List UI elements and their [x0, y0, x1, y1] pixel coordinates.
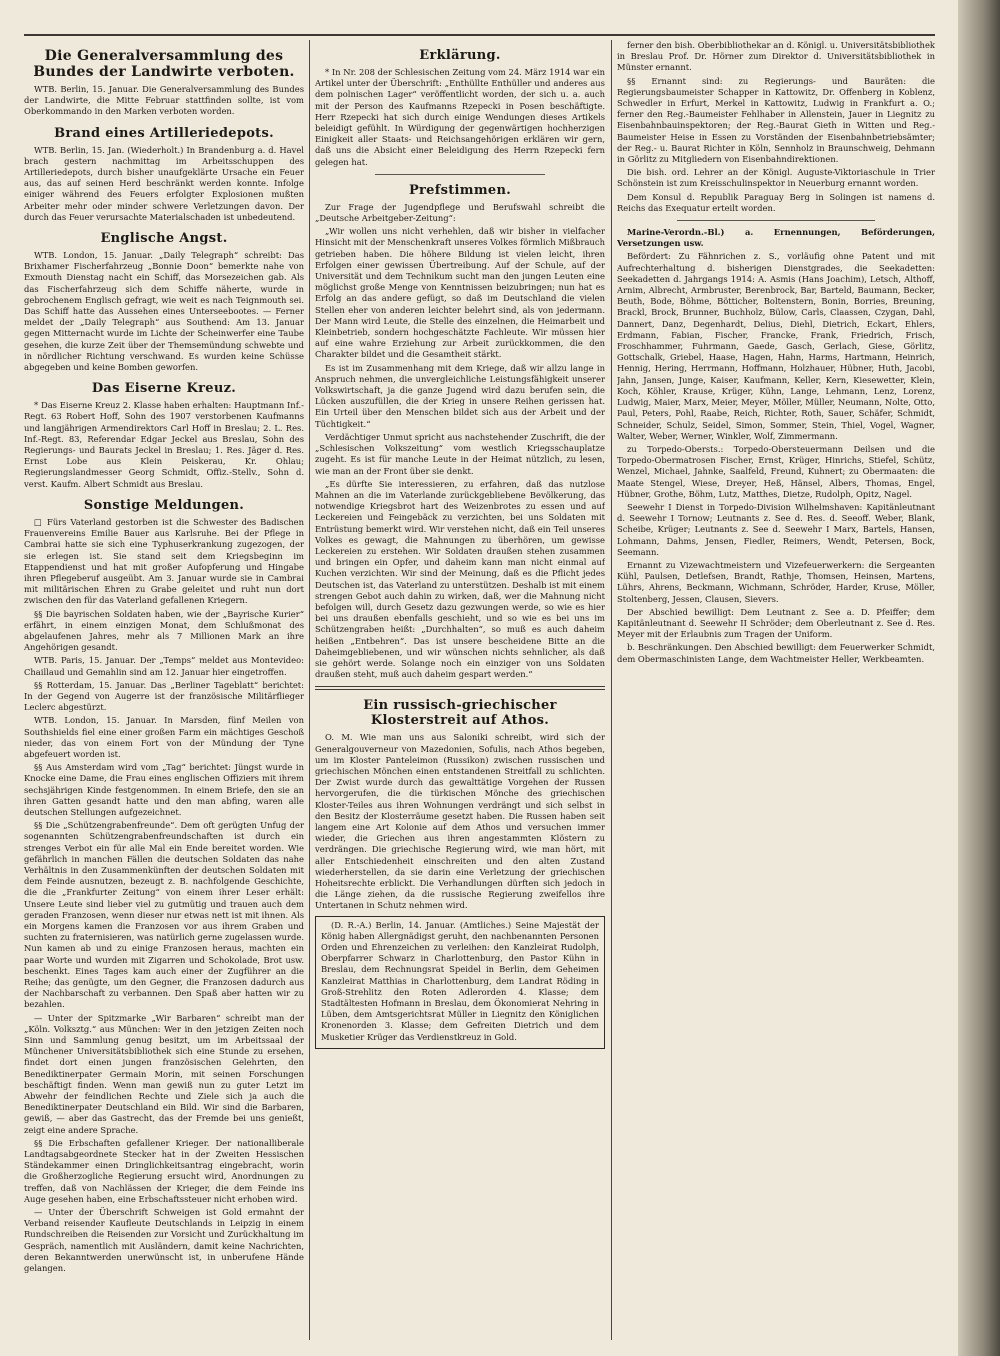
column-rule-2	[611, 40, 612, 1340]
article-paragraph: §§ Aus Amsterdam wird vom „Tag“ berichtet: Jüngst wurde in Knocke eine Dame, die Frau eines englischen Offiziers mit ihrem sechsjährigen Kinde festgenommen. In einem Briefe, den sie an ihren Gatten gesandt hatte und den man abfing, waren alle deutschen Stellungen aufgezeichnet.	[24, 762, 304, 817]
article-paragraph: WTB. Berlin, 15. Jan. (Wiederholt.) In Brandenburg a. d. Havel brach gestern nachmittag im Arbeitsschuppen des Artilleriedepots, durch bisher unaufgeklärte Ursache ein Feuer aus, das auf seinen Herd beschränkt werden konnte. Infolge einiger während des Feuers erfolgter Explosionen mußten Arbeiter mehr oder minder schwere Verletzungen davon. Der durch das Feuer verursachte Materialschaden ist unbedeutend.	[24, 144, 304, 222]
column-3	[617, 40, 935, 1340]
headline-eiserne-kreuz: Das Eiserne Kreuz.	[91, 381, 237, 397]
headline-pressstimmen: Prefstimmen.	[408, 182, 512, 198]
article-paragraph: WTB. Paris, 15. Januar. Der „Temps“ meldet aus Montevideo: Chaillaud und Gemahlin sind am 12. Januar hier eingetroffen.	[24, 655, 304, 677]
article-paragraph: „Es dürfte Sie interessieren, zu erfahren, daß das nutzlose Mahnen an die im Vaterlande zurückgebliebene Bevölkerung, das notwendige Kriegsbrot hart des Weizenbrotes zu essen und auf Leckereien und Feingebäck zu verzichten, bei uns Soldaten mit Entrüstung bemerkt wird. Wir verstehen nicht, daß ein Teil unseres Volkes es gewagt, die Mahnungen zu überhören, um gewisse Leckereien zu erstehen. Wir Soldaten draußen stehen zusammen und bringen ein Opfer, und daheim kann man nicht einmal auf Kuchen verzichten. Wir sind der Meinung, daß es die Pflicht jedes Deutschen ist, das Vaterland zu unterstützen. Deshalb ist mit einem strengen Gebot auch dahin zu wirken, daß, wer die Mahnung nicht befolgen will, durch Gesetz dazu gezwungen werde, so wie es hier bei uns draußen ebenfalls geschieht, und so wie es bei uns im Schützengraben heißt: „Durchhalten“, so muß es auch daheim heißen „Entbehren“. Das ist unsere bescheidene Bitte an die Daheimgebliebenen, und wir wünschen nichts sehnlicher, als daß sie gehört werde. Solange noch ein einziger von uns Soldaten draußen steht, muß auch daheim gespart werden.“	[315, 478, 605, 680]
article-paragraph: Ernannt zu Vizewachtmeistern und Vizefeuerwerkern: die Sergeanten Kühl, Paulsen, Detlefsen, Brandt, Rathje, Thomsen, Heinsen, Martens, Lührs, Ahrens, Beckmann, Wichmann, Schröder, Harder, Kruse, Möller, Stoltenberg, Jessen, Clausen, Sievers.	[617, 559, 935, 604]
article-paragraph: □ Fürs Vaterland gestorben ist die Schwester des Badischen Frauenvereins Emilie Bauer aus Karlsruhe. Bei der Pflege in Cambrai hatte sie sich eine Typhuserkrankung zugezogen, der sie erlegen ist. Sie stand seit dem Kriegsbeginn im Etappendienst und hat mit großer Aufopferung und Hingabe ihren Pflegeberuf ausgeübt. Am 3. Januar wurde sie in Cambrai mit militärischen Ehren zu Grabe geleitet und ruht nun dort zwischen den für das Vaterland gefallenen Kriegern.	[24, 516, 304, 606]
marine-heading: Marine-Verordn.-Bl.) a. Ernennungen, Beförderungen, Versetzungen usw.	[617, 227, 935, 249]
article-paragraph: WTB. London, 15. Januar. „Daily Telegraph“ schreibt: Das Brixhamer Fischerfahrzeug „Bonnie Doon“ bemerkte nahe von Exmouth Dienstag nacht ein Schiff, das Morsezeichen gab. Als das Fischerfahrzeug sich dem Schiffe näherte, wurde in gebrochenem Englisch gefragt, wie weit es nach Teignmouth sei. Das Schiff hatte das Aussehen eines Unterseebootes. — Ferner meldet der „Daily Telegraph“ aus Southend: Am 13. Januar gegen Mitternacht wurde im Lichte der Scheinwerfer eine Taube gesehen, die kurze Zeit über der Themsemündung schwebte und in nördlicher Richtung verschwand. Es wurden keine Schüsse abgegeben und keine Bomben geworfen.	[24, 250, 304, 373]
column-rule-1	[309, 40, 310, 1340]
article-paragraph: §§ Die „Schützengrabenfreunde“. Dem oft gerügten Unfug der sogenannten Schützengrabenfreundschaften ist durch ein strenges Verbot ein für alle Mal ein Ende bereitet worden. Wie gefährlich in manchen Fällen die deutschen Soldaten das nahe Verhältnis in den Zusammenkünften der deutschen Soldaten mit dem Feinde ausnutzen, bezeugt z. B. nachfolgende Geschichte, die die „Frankfurter Zeitung“ von einem ihrer Leser erhält: Unsere Leute sind lieber viel zu gutmütig und trauen auch dem geraden Franzosen, wenn dieser nur etwas nett ist mit ihnen. Als ein Morgens kamen die Franzosen vor aus ihrem Graben und suchten zu fraternisieren, was natürlich gerne zugelassen wurde. Nun kamen ab und zu einige Franzosen heraus, machten ein paar Worte und wurden mit Zigarren und Schokolade, Brot usw. beschenkt. Eines Tages kam auch einer der Zugführer an die Reihe; das genügte, um den Gegner, die Franzosen dadurch aus der Nachbarschaft zu verbannen. Den Spaß aber hatten wir zu bezahlen.	[24, 820, 304, 1010]
article-paragraph: §§ Rotterdam, 15. Januar. Das „Berliner Tageblatt“ berichtet: In der Gegend von Augerre ist der französische Militärflieger Leclerc abgestürzt.	[24, 679, 304, 713]
article-paragraph: Zur Frage der Jugendpflege und Berufswahl schreibt die „Deutsche Arbeitgeber-Zeitung“:	[315, 201, 605, 224]
column-2	[315, 40, 605, 1340]
article-paragraph: (D. R.-A.) Berlin, 14. Januar. (Amtliches.) Seine Majestät der König haben Allergnädigst geruht, den nachbenannten Personen Orden und Ehrenzeichen zu verleihen: den Kanzleirat Rudolph, Oberpfarrer Schwarz in Charlottenburg, den Pastor Kühn in Breslau, dem Rechnungsrat Speidel in Berlin, dem Geheimen Kanzleirat Matthias in Charlottenburg, dem Landrat Röding in Groß-Strehlitz den Roten Adlerorden 4. Klasse; dem Stadtältesten Hofmann in Breslau, dem Ökonomierat Nehring in Lüben, dem Amtsgerichtsrat Müller in Liegnitz den Königlichen Kronenorden 3. Klasse; dem Gefreiten Dietrich und dem Musketier Krüger das Verdienstkreuz in Gold.	[321, 919, 599, 1042]
double-separator	[315, 686, 605, 690]
article-paragraph: Der Abschied bewilligt: Dem Leutnant z. See a. D. Pfeiffer; dem Kapitänleutnant d. Seewehr II Schröder; dem Oberleutnant z. See d. Res. Meyer mit der Erlaubnis zum Tragen der Uniform.	[617, 606, 935, 640]
separator	[677, 220, 875, 221]
article-paragraph: WTB. London, 15. Januar. In Marsden, fünf Meilen von Southshields fiel eine einer großen Farm ein mächtiges Geschoß nieder, das von einem Fort von der Mündung der Tyne abgefeuert worden ist.	[24, 715, 304, 759]
article-paragraph: — Unter der Überschrift Schweigen ist Gold ermahnt der Verband reisender Kaufleute Deutschlands in Leipzig in einem Rundschreiben die Reisenden zur Vorsicht und Zurückhaltung im Gespräch, namentlich mit Ausländern, damit keine Nachrichten, deren Bekanntwerden unerwünscht ist, in unberufene Hände gelangen.	[24, 1207, 304, 1274]
article-paragraph: * In Nr. 208 der Schlesischen Zeitung vom 24. März 1914 war ein Artikel unter der Überschrift: „Enthüllte Enthüller und anderes aus dem polnischen Lager“ veröffentlicht worden, der sich u. a. auch mit der Person des Kaufmanns Rzepecki in Posen beschäftigte. Herr Rzepecki hat sich durch einige Wendungen dieses Artikels beleidigt gefühlt. In Würdigung der gegenwärtigen hochherzigen Einigkeit aller Staats- und Reichsangehörigen erklären wir gern, daß uns die Absicht einer Beleidigung des Herrn Rzepecki fern gelegen hat.	[315, 67, 605, 167]
official-notice-box	[315, 916, 605, 1049]
article-paragraph: b. Beschränkungen. Den Abschied bewilligt: dem Feuerwerker Schmidt, dem Obermaschinisten Lange, dem Wachtmeister Heller, Werkbeamten.	[617, 642, 935, 664]
article-paragraph: Seewehr I Dienst in Torpedo-Division Wilhelmshaven: Kapitänleutnant d. Seewehr I Tornow; Leutnants z. See d. Res. d. Seeoff. Weber, Blank, Scheibe, Krüger; Leutnants z. See d. Seewehr I Marx, Bartels, Hansen, Lohmann, Dahms, Jensen, Fiedler, Reimers, Wendt, Petersen, Bock, Seemann.	[617, 501, 935, 557]
article-paragraph: Es ist im Zusammenhang mit dem Kriege, daß wir allzu lange in Anspruch nehmen, die unvergleichliche Leistungsfähigkeit unserer Volkswirtschaft, ja die ganze Jugend wird dazu berufen sein, die Lücken auszufüllen, die der Krieg in unsere Reihen gerissen hat. Ein Urteil über den Menschen bildet sich aus der Arbeit und der Tüchtigkeit.“	[315, 362, 605, 429]
article-paragraph: WTB. Berlin, 15. Januar. Die Generalversammlung des Bundes der Landwirte, die Mitte Februar stattfinden sollte, ist vom Oberkommando in den Marken verboten worden.	[24, 84, 304, 117]
article-paragraph: §§ Ernannt sind: zu Regierungs- und Bauräten: die Regierungsbaumeister Schapper in Kattowitz, Dr. Offenberg in Koblenz, Schwedler in Erfurt, Merkel in Kattowitz, Ludwig in Frankfurt a. O.; ferner den Reg.-Baumeister Fehlhaber in Allenstein, Jauer in Liegnitz zu Eisenbahnbauinspektoren; der Reg.-Baurat Gieth in Witten und Reg.-Baumeister Heise in Essen zu Vorständen der Eisenbahnbetriebsämter; der Reg.- u. Baurat Richter in Köln, Sennholz in Braunschweig, Dehmann in Görlitz zu Mitgliedern von Eisenbahndirektionen.	[617, 75, 935, 165]
article-paragraph: §§ Die Erbschaften gefallener Krieger. Der nationalliberale Landtagsabgeordnete Stecker hat in der Zweiten Hessischen Ständekammer einen Dringlichkeitsantrag eingebracht, worin die Großherzogliche Regierung ersucht wird, Anordnungen zu treffen, daß von Nachlässen der Krieger, die dem Feinde ins Auge gesehen haben, eine Erbschaftssteuer nicht erhoben wird.	[24, 1137, 304, 1204]
article-paragraph: Dem Konsul d. Republik Paraguay Berg in Solingen ist namens d. Reichs das Exequatur erteilt worden.	[617, 191, 935, 213]
top-rule	[24, 34, 935, 36]
article-paragraph: zu Torpedo-Obersts.: Torpedo-Obersteuermann Deilsen und die Torpedo-Obermatrosen Fischer, Ernst, Krüger, Hinrichs, Stiefel, Schütz, Wenzel, Michael, Jahnke, Saalfeld, Freund, Kuhnert; zu Obermaaten: die Maate Stengel, Wiese, Dreyer, Heß, Hänsel, Albers, Thomas, Engel, Hübner, Grothe, Böhm, Lutz, Matthes, Dietze, Rudolph, Opitz, Nagel.	[617, 443, 935, 499]
page-binding-shadow	[958, 0, 1000, 1356]
article-paragraph: * Das Eiserne Kreuz 2. Klasse haben erhalten: Hauptmann Inf.-Regt. 63 Robert Hoff, Sohn des 1907 verstorbenen Kaufmanns und langjährigen Armendirektors Carl Hoff in Breslau; 2. L. Res. Inf.-Regt. 83, Referendar Edgar Jeckel aus Breslau, Sohn des Regierungs- und Baurats Jeckel in Breslau; 1. Res. Jäger d. Res. Ernst Lobe aus Klein Peiskerau, Kr. Ohlau; Regierungslandmesser Georg Schmidt, Offiz.-Stellv., Sohn d. verst. Kaufm. Albert Schmidt aus Breslau.	[24, 400, 304, 489]
headline-generalversammlung: Die Generalversammlung des Bundes der Landwirte verboten.	[33, 48, 295, 80]
headline-klosterstreit: Ein russisch-griechischer Klosterstreit auf Athos.	[363, 698, 557, 729]
article-paragraph: Befördert: Zu Fähnrichen z. S., vorläufig ohne Patent und mit Aufrechterhaltung d. bisherigen Dienstgrades, die Seekadetten: Seekadetten d. Jahrgangs 1914: A. Asmis (Hans Joachim), Letsch, Althoff, Arnim, Albrecht, Armbruster, Berenbrock, Bar, Barteld, Baumann, Becker, Beuth, Bode, Böhme, Bötticher, Boltenstern, Bonin, Borries, Breuning, Brackl, Brock, Brunner, Buchholz, Bülow, Carls, Claassen, Czygan, Dahl, Dannert, Danz, Degenhardt, Delius, Diehl, Dietrich, Eckart, Ehlers, Erdmann, Fabian, Fischer, Francke, Frank, Friedrich, Frisch, Froschhammer, Fuhrmann, Gaede, Gasch, Gerlach, Giese, Görlitz, Gottschalk, Griebel, Haase, Hagen, Hahn, Harms, Hartmann, Heinrich, Hennig, Hering, Herrmann, Hoffmann, Holzhauer, Hübner, Huth, Jacobi, Jahn, Jansen, Junge, Kaiser, Kaufmann, Keller, Kern, Kiesewetter, Klein, Koch, Köhler, Krause, Krüger, Kühn, Lange, Lehmann, Lenz, Lorenz, Ludwig, Maier, Marx, Meier, Meyer, Möller, Müller, Neumann, Nolte, Otto, Paul, Peters, Pohl, Raabe, Reich, Richter, Roth, Sauer, Schäfer, Schmidt, Schneider, Schulz, Seidel, Simon, Sommer, Stein, Thiel, Vogel, Wagner, Walter, Weber, Werner, Winkler, Wolf, Zimmermann.	[617, 251, 935, 441]
article-paragraph: O. M. Wie man uns aus Saloniki schreibt, wird sich der Generalgouverneur von Mazedonien, Sofulis, nach Athos begeben, um im Kloster Panteleimon (Russikon) zwischen russischen und griechischen Mönchen einen entstandenen Streitfall zu schlichten. Der Zwist wurde durch das gewalttätige Vorgehen der Russen hervorgerufen, die die türkischen Mönche des griechischen Kloster-Teiles aus ihren Wohnungen verdrängt und sich selbst in den Besitz der Klosterräume gesetzt haben. Die Russen haben seit langem eine Art Kolonie auf dem Athos und versuchen immer wieder, die Griechen aus ihren angestammten Klöstern zu verdrängen. Die griechische Regierung wird, wie man hört, mit aller Entschiedenheit einschreiten und den alten Zustand wiederherstellen, da sie darin eine Verletzung der griechischen Hoheitsrechte erblickt. Die Verhandlungen dürften sich jedoch in die Länge ziehen, da die russische Regierung zweifellos ihre Untertanen in Schutz nehmen wird.	[315, 732, 605, 911]
headline-sonstige-meldungen: Sonstige Meldungen.	[83, 497, 245, 513]
article-paragraph: — Unter der Spitzmarke „Wir Barbaren“ schreibt man der „Köln. Volksztg.“ aus München: Wer in den jetzigen Zeiten noch Sinn und Sammlung genug besitzt, um im Arbeitssaal der Münchener Universitätsbibliothek sich eine Stunde zu ersehen, findet dort einen jungen französischen Gelehrten, den Benediktinerpater Germain Morin, mit seinen Forschungen beschäftigt finden. Wenn man gewiß nun zu guter Letzt im Abwehr der feindlichen Rechte und Ziele sich ja auch die Benediktinerpater Deutschland ein Bild. Wir sind die Barbaren, gewiß, — aber das Gastrecht, das der Fremde bei uns genießt, zeigt eine andere Sprache.	[24, 1012, 304, 1135]
headline-artilleriedepot: Brand eines Artilleriedepots.	[54, 125, 274, 141]
article-paragraph: „Wir wollen uns nicht verhehlen, daß wir bisher in vielfacher Hinsicht mit der Menschenkraft unseres Volkes förmlich Mißbrauch getrieben haben. Die höhere Bildung ist vielen leicht, ihren Erfolgen einer gewissen Übertreibung. Auf der Schule, auf der Universität und dem Technikum sucht man den jungen Leuten eine möglichst große Menge von Kenntnissen beizubringen; nun hat es Erfolg an das andere gefügt, so daß im Deutschland die vielen Stellen eher von anderen leichter belehrt sind, als von jedermann. Der Mann wird Leute, die Stelle des einzelnen, die Heimarbeit und Kleinbetrieb, sondern hochgeschätzte Fachleute. Wir müssen hier auf eine wahre Erziehung zur Arbeit zurückkommen, die den Charakter bildet und die Gesamtheit stärkt.	[315, 226, 605, 360]
separator	[375, 174, 545, 175]
article-paragraph: §§ Die bayrischen Soldaten haben, wie der „Bayrische Kurier“ erfährt, in einem einzigen Monat, dem Schlußmonat des abgelaufenen Jahres, mehr als 7 Millionen Mark an ihre Angehörigen gesandt.	[24, 608, 304, 653]
article-paragraph: ferner den bish. Oberbibliothekar an d. Königl. u. Universitätsbibliothek in Breslau Prof. Dr. Hörner zum Direktor d. Universitätsbibliothek in Münster ernannt.	[617, 40, 935, 73]
article-paragraph: Verdächtiger Unmut spricht aus nachstehender Zuschrift, die der „Schlesischen Volkszeitung“ vom westlich Kriegsschauplatze zugeht. Es ist für manche Leute in der Heimat nützlich, zu lesen, wie man an der Front über sie denkt.	[315, 431, 605, 476]
headline-erklaerung: Erklärung.	[419, 48, 501, 63]
headline-englische-angst: Englische Angst.	[100, 231, 228, 247]
article-paragraph: Die bish. ord. Lehrer an der Königl. Auguste-Viktoriaschule in Trier Schönstein ist zum Kreisschulinspektor in Neuerburg ernannt worden.	[617, 167, 935, 189]
column-1	[24, 40, 304, 1340]
